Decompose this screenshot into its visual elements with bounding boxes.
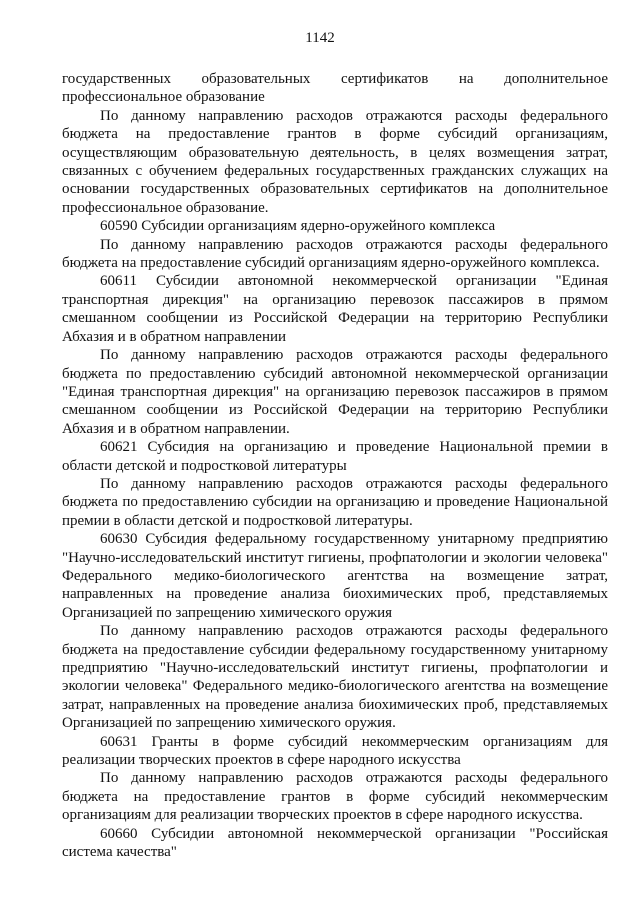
paragraph-description: По данному направлению расходов отражаются расходы федерального бюджета на предоставление грантов в форме субсидий некоммерческим организациям для реализации творческих проектов в сфере народного искусства. [62,770,608,824]
document-body [62,70,608,861]
paragraph-code-heading: 60611 Субсидии автономной некоммерческой организации "Единая транспортная дирекция" на организацию перевозок пассажиров в прямом смешанном сообщении из Российской Федерации на территорию Республики Абхазия и в обратном направлении [62,273,608,345]
paragraph-description: По данному направлению расходов отражаются расходы федерального бюджета на предоставление субсидии федеральному государственному унитарному предприятию "Научно-исследовательский институт гигиены, профпатологии и экологии человека" Федерального медико-биологического агентства на возмещение затрат, направленных на проведение анализа биохимических проб, представляемых Организацией по запрещению химического оружия. [62,623,608,732]
paragraph-description: По данному направлению расходов отражаются расходы федерального бюджета по предоставлению субсидии на организацию и проведение Национальной премии в области детской и подростковой литературы. [62,475,608,529]
paragraph-continuation: государственных образовательных сертификатов на дополнительное профессиональное образование [62,71,608,106]
paragraph-code-heading: 60621 Субсидия на организацию и проведение Национальной премии в области детской и подростковой литературы [62,439,608,474]
page-number: 1142 [305,30,335,46]
paragraph-code-heading: 60590 Субсидии организациям ядерно-оружейного комплекса [100,218,496,235]
paragraph-code-heading: 60631 Гранты в форме субсидий некоммерческим организациям для реализации творческих проектов в сфере народного искусства [62,733,608,769]
paragraph-description: По данному направлению расходов отражаются расходы федерального бюджета на предоставление субсидий организациям ядерно-оружейного комплекса. [62,236,608,272]
paragraph-code-heading: 60630 Субсидия федеральному государственному унитарному предприятию "Научно-исследовательский институт гигиены, профпатологии и экологии человека" Федерального медико-биологического агентства на возмещение затрат, направленных на проведение анализа биохимических проб, представляемых Организацией по запрещению химического оружия [62,531,608,621]
paragraph-description: По данному направлению расходов отражаются расходы федерального бюджета на предоставление грантов в форме субсидий организациям, осуществляющим образовательную деятельность, в целях возмещения затрат, связанных с обучением федеральных государственных гражданских служащих на основании государственных образовательных сертификатов на дополнительное профессиональное образование. [62,107,608,216]
paragraph-description: По данному направлению расходов отражаются расходы федерального бюджета по предоставлению субсидий автономной некоммерческой организации "Единая транспортная дирекция" на организацию перевозок пассажиров в прямом смешанном сообщении из Российской Федерации на территорию Республики Абхазия и в обратном направлении. [62,347,608,437]
paragraph-code-heading: 60660 Субсидии автономной некоммерческой организации "Российская система качества" [62,825,608,861]
